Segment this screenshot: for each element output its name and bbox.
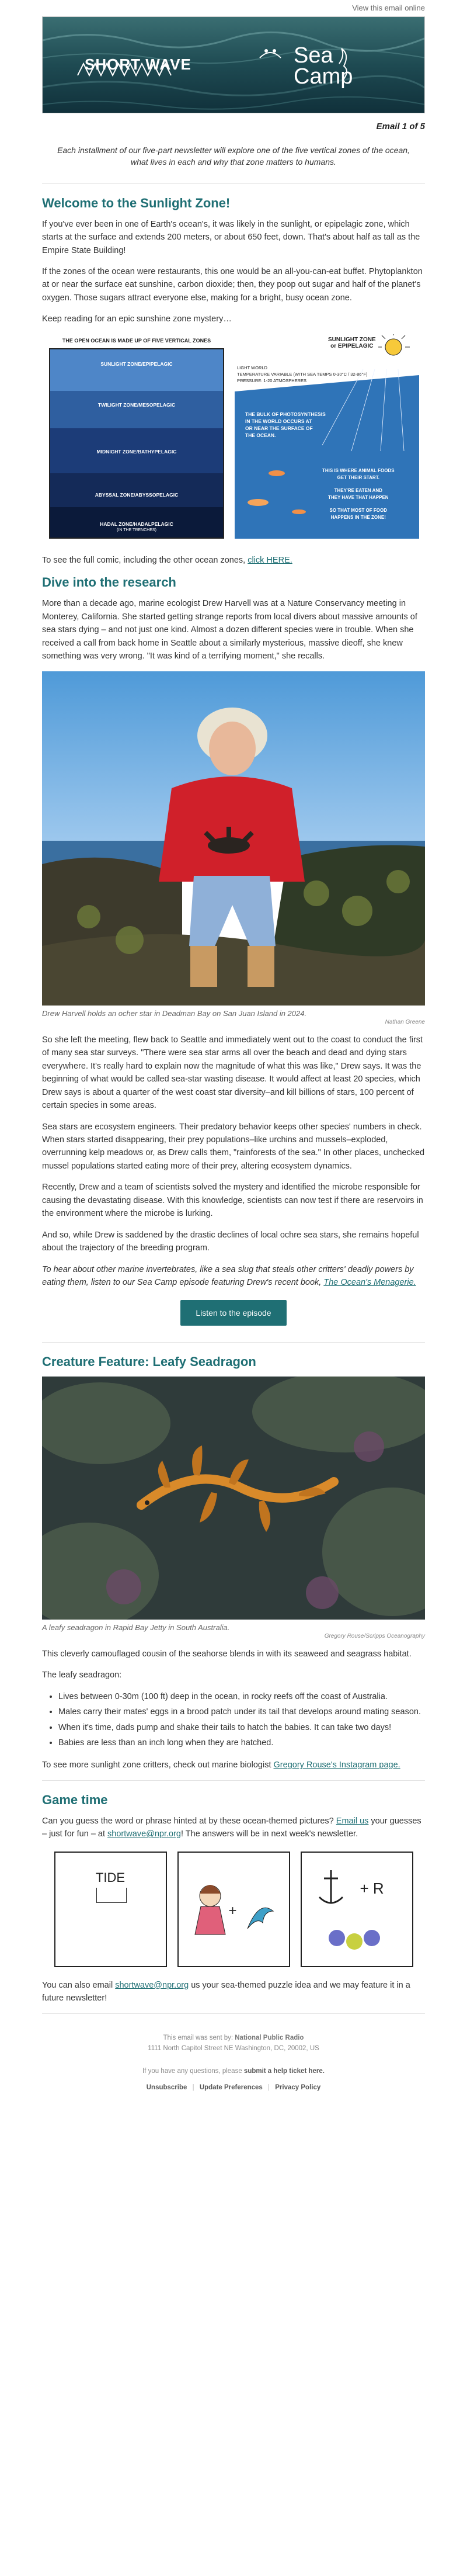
comic-right-text — [322, 467, 395, 521]
research-paragraph-1: More than a decade ago, marine ecologist Drew Harvell was at a Nature Conservancy meeting in Monterey, California. She started getting strange reports from local divers about massive amounts of sea stars dying – and not just one kind. Almost a dozen different species were in trouble. When she received a call from back home in Seattle about a similarly mysterious, massive dieoff, she knew something was very wrong. "It was kind of a terrifying moment," she recalls. — [42, 599, 417, 661]
photo-credit: Nathan Greene — [385, 1018, 425, 1025]
comic-right-line-5: SO THAT MOST OF FOOD — [329, 507, 388, 513]
game-paragraph-1 — [42, 1815, 425, 1841]
comic-bullet-1: LIGHT WORLD — [237, 365, 267, 370]
footer-separator: | — [268, 2083, 270, 2091]
drew-harvell-photo — [42, 671, 425, 1006]
leafy-seadragon-photo — [42, 1377, 425, 1620]
intro-text: Each installment of our five-part newsletter will explore one of the five vertical zones of the ocean, what lives in each and why that zone matters to humans. — [57, 145, 410, 167]
rouse-instagram-link[interactable]: Gregory Rouse's Instagram page. — [273, 1760, 400, 1770]
footer — [42, 2033, 425, 2093]
update-preferences-link[interactable]: Update Preferences — [199, 2083, 263, 2091]
creature-paragraph-2: The leafy seadragon: — [42, 1670, 122, 1680]
comic-right-line-3: THEY'RE EATEN AND — [334, 487, 382, 493]
comic-right-title-2: or EPIPELAGIC — [330, 342, 374, 349]
game-text-c: ! The answers will be in next week's newsletter. — [181, 1829, 358, 1839]
comic-bulk-line-1: THE BULK OF PHOTOSYNTHESIS — [245, 411, 326, 417]
comic-zones-panel — [49, 348, 224, 539]
email-number: Email 1 of 5 — [376, 122, 425, 131]
zone-label-midnight: MIDNIGHT ZONE/BATHYPELAGIC — [96, 448, 177, 455]
comic-left-title-2: FIVE VERTICAL ZONES — [152, 337, 211, 344]
shortwave-email-link[interactable]: shortwave@npr.org — [107, 1829, 181, 1839]
comic-left-title-1: THE OPEN OCEAN IS MADE UP OF — [62, 337, 151, 344]
seadragon-credit: Gregory Rouse/Scripps Oceanography — [324, 1632, 425, 1639]
footer-links — [42, 2082, 425, 2093]
game-text-b: your guesses – just for fun – at — [42, 1816, 421, 1839]
research-paragraph-4: Recently, Drew and a team of scientists solved the mystery and identified the microbe responsible for causing the devastating disease. With this knowledge, scientists can now test if there are reservoirs in the environment where the microbe is lurking. — [42, 1183, 423, 1219]
divider — [42, 183, 425, 184]
episode-promo-text: To hear about other marine invertebrates, like a sea slug that steals other critters' deadly powers by eating them, listen to our Sea Camp episode featuring Drew's recent book, — [42, 1264, 414, 1288]
research-heading: Dive into the research — [42, 575, 176, 590]
footer-questions — [42, 2066, 425, 2076]
email-us-link[interactable]: Email us — [336, 1816, 369, 1826]
zone-label-abyssal: ABYSSAL ZONE/ABYSSOPELAGIC — [95, 491, 179, 498]
research-paragraph-3: Sea stars are ecosystem engineers. Their predatory behavior keeps other species' numbers in check. When stars started disappearing, their prey populations–like urchins and mussels–exploded, overrunning kelp meadows or, as Drew calls them, "rainforests of the sea." In other places, unchecked mussel populations started eating more of their prey, altering ecosystem dynamics. — [42, 1122, 425, 1171]
logo-short-wave: SHORT WAVE — [85, 56, 191, 73]
sunlight-paragraph-3: Keep reading for an epic sunshine zone mystery… — [42, 314, 232, 324]
comic-bullet-3: PRESSURE: 1-20 ATMOSPHERES — [237, 378, 307, 384]
game-text-d: You can also email — [42, 1980, 116, 1990]
footer-org: National Public Radio — [235, 2034, 304, 2041]
list-item: • Babies are less than an inch long when they are hatched. — [58, 1736, 425, 1749]
research-paragraph-6 — [42, 1263, 425, 1289]
creature-heading: Creature Feature: Leafy Seadragon — [42, 1354, 256, 1369]
comic-bulk-text — [245, 411, 326, 439]
footer-sent-by-text: This email was sent by: — [163, 2034, 235, 2041]
zone-label-twilight: TWILIGHT ZONE/MESOPELAGIC — [97, 401, 176, 408]
divider — [42, 1342, 425, 1343]
puzzle-tide-word: TIDE — [95, 1870, 126, 1885]
view-online-link[interactable]: View this email online — [352, 4, 425, 12]
drew-harvell-photo-illustration — [42, 671, 425, 1006]
footer-address: 1111 North Capitol Street NE Washington, DC, 20002, US — [148, 2045, 319, 2053]
listen-episode-button[interactable]: Listen to the episode — [180, 1300, 286, 1326]
seadragon-caption: A leafy seadragon in Rapid Bay Jetty in South Australia. — [42, 1622, 230, 1632]
game-text-a: Can you guess the word or phrase hinted at by these ocean-themed pictures? — [42, 1816, 336, 1826]
ocean-zones-comic — [42, 334, 425, 545]
full-comic-paragraph — [42, 554, 425, 567]
photo-caption: Drew Harvell holds an ocher star in Deadman Bay on San Juan Island in 2024. — [42, 1008, 307, 1018]
full-comic-text: To see the full comic, including the other ocean zones, — [42, 555, 248, 565]
unsubscribe-link[interactable]: Unsubscribe — [146, 2083, 187, 2091]
comic-bullet-2: TEMPERATURE VARIABLE (WITH SEA TEMPS 0-30°C / 32-86°F) — [237, 372, 368, 377]
puzzle-plus-sign: + — [228, 1902, 237, 1919]
puzzle-girl-wave — [177, 1852, 290, 1967]
puzzle-plus-r: + R — [360, 1879, 384, 1897]
list-item: • When it's time, dads pump and shake their tails to hatch the babies. It can take two days! — [58, 1721, 425, 1734]
game-heading: Game time — [42, 1792, 108, 1807]
comic-right-line-6: HAPPENS IN THE ZONE! — [330, 514, 386, 520]
sunlight-paragraph-2: If the zones of the ocean were restaurants, this one would be an all-you-can-eat buffet. Phytoplankton at or near the surface eat sunshine, carbon dioxide; then, they poop out sugar and half of the planet's oxygen. Those sugars attract everyone else, making for a bright, busy ocean zone. — [42, 267, 423, 303]
sunlight-heading: Welcome to the Sunlight Zone! — [42, 195, 231, 210]
footer-separator: | — [192, 2083, 194, 2091]
game-paragraph-2 — [42, 1979, 425, 2005]
puzzle-row — [42, 1852, 425, 1967]
comic-bullets — [237, 365, 368, 384]
content — [42, 122, 425, 2093]
comic-right-line-4: THEY HAVE THAT HAPPEN — [327, 494, 389, 500]
zone-label-hadal-note: (IN THE TRENCHES) — [117, 528, 156, 532]
hero-banner — [42, 16, 425, 113]
rouse-text: To see more sunlight zone critters, check out marine biologist — [42, 1760, 274, 1770]
logo-sea-word: Sea — [294, 43, 333, 68]
game-text-e: us your sea-themed puzzle idea and we may feature it in a future newsletter! — [42, 1980, 410, 2003]
puzzle-tide — [54, 1852, 167, 1967]
comic-right-title-1: SUNLIGHT ZONE — [328, 336, 376, 343]
zone-label-hadal: HADAL ZONE/HADALPELAGIC — [100, 521, 173, 527]
creature-facts-list — [42, 1690, 425, 1750]
comic-bulk-line-3: OR NEAR THE SURFACE OF — [245, 425, 313, 431]
footer-questions-text: If you have any questions, please — [142, 2067, 244, 2075]
full-comic-link[interactable]: click HERE. — [248, 555, 292, 565]
creature-paragraph-3 — [42, 1759, 425, 1771]
comic-right-line-1: THIS IS WHERE ANIMAL FOODS — [322, 467, 395, 473]
divider — [42, 1780, 425, 1781]
puzzle-anchor-r-illustration — [302, 1853, 412, 1966]
listen-button-wrap — [42, 1300, 425, 1326]
list-item: • Males carry their mates' eggs in a brood patch under its tail that develops around mating season. — [58, 1705, 425, 1718]
divider — [42, 2013, 425, 2014]
comic-bulk-line-2: IN THE WORLD OCCURS AT — [245, 418, 312, 424]
puzzle-anchor-r — [301, 1852, 413, 1967]
comic-right-line-2: GET THEIR START. — [337, 474, 379, 480]
help-ticket-link[interactable]: submit a help ticket here. — [243, 2067, 325, 2075]
privacy-policy-link[interactable]: Privacy Policy — [275, 2083, 321, 2091]
list-item: • Lives between 0-30m (100 ft) deep in the ocean, in rocky reefs off the coast of Australia. — [58, 1690, 425, 1703]
logo-camp-word: Camp — [294, 64, 353, 89]
creature-paragraph-1: This cleverly camouflaged cousin of the seahorse blends in with its seaweed and seagrass habitat. — [42, 1649, 412, 1659]
shortwave-email-link-2[interactable]: shortwave@npr.org — [115, 1980, 189, 1990]
logo-sea-camp — [294, 45, 353, 87]
comic-sunlight-panel — [235, 334, 419, 539]
topbar — [0, 0, 467, 16]
footer-sent-by — [42, 2033, 425, 2043]
comic-bulk-line-4: THE OCEAN. — [245, 432, 276, 438]
sunlight-paragraph-1: If you've ever been in one of Earth's ocean's, it was likely in the sunlight, or epipelagic zone, which starts at the surface and extends 200 meters, or about 650 feet, down. That's about half as tall as the Empire State Building! — [42, 219, 420, 255]
research-paragraph-5: And so, while Drew is saddened by the drastic declines of local ochre sea stars, she remains hopeful about the trajectory of the breeding program. — [42, 1230, 419, 1253]
research-paragraph-2: So she left the meeting, flew back to Seattle and immediately went out to the coast to conduct the first of many sea star surveys. "There were sea star arms all over the beach and dead and dying stars everywhere. It's really hard to explain now the magnitude of what this was like," Drew says. It was the beginning of what would be called sea-star wasting disease. It would affect at least 20 species, which Drew says is about a quarter of the west coast star diversity–and kill billions of stars, 100 percent of certain species in some areas. — [42, 1035, 423, 1111]
leafy-seadragon-photo-illustration — [42, 1377, 425, 1620]
zone-label-sunlight: SUNLIGHT ZONE/EPIPELAGIC — [100, 360, 173, 367]
oceans-menagerie-link[interactable]: The Ocean's Menagerie. — [323, 1278, 416, 1288]
